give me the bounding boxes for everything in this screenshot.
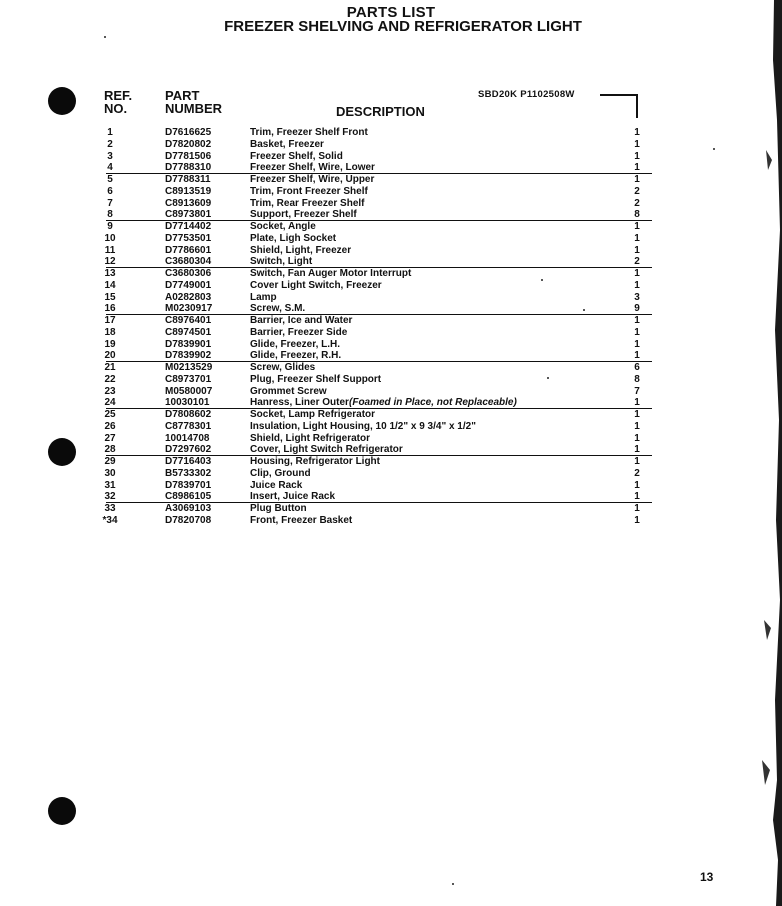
- part-number: D7808602: [165, 409, 212, 420]
- table-row: [0, 268, 782, 280]
- table-row: [0, 515, 782, 527]
- ref-number: 19: [104, 338, 116, 350]
- quantity: 2: [634, 185, 640, 197]
- quantity: 1: [634, 350, 640, 362]
- part-description: Barrier, Freezer Side: [250, 326, 348, 338]
- part-description: Freezer Shelf, Wire, Lower: [250, 162, 375, 174]
- scan-speck: [583, 309, 585, 311]
- scan-speck: [452, 883, 454, 885]
- part-description: Clip, Ground: [250, 467, 311, 479]
- quantity: 1: [634, 491, 640, 503]
- ref-number: 1: [107, 127, 113, 138]
- quantity: 1: [634, 174, 640, 185]
- part-description: Cover, Light Switch Refrigerator: [250, 444, 403, 456]
- part-number: C3680306: [165, 268, 212, 279]
- ref-number: 21: [104, 362, 116, 373]
- part-description: Housing, Refrigerator Light: [250, 456, 380, 467]
- binder-hole-bottom: [48, 797, 76, 825]
- ref-number: 13: [104, 268, 116, 279]
- part-number: D7786601: [165, 244, 212, 256]
- part-description: Plate, Ligh Socket: [250, 232, 337, 244]
- part-number: C8986105: [165, 491, 212, 503]
- table-row: [0, 221, 782, 233]
- quantity: 2: [634, 467, 640, 479]
- ref-number: 25: [104, 409, 116, 420]
- part-description: Juice Rack: [250, 479, 303, 491]
- model-label: SBD20K P1102508W: [478, 89, 575, 100]
- part-number: C3680304: [165, 256, 212, 268]
- quantity: 1: [634, 326, 640, 338]
- ref-header-line2: NO.: [104, 101, 128, 116]
- part-number: C8913609: [165, 197, 212, 209]
- part-number: A3069103: [165, 503, 212, 514]
- part-number: D7788311: [165, 174, 211, 185]
- part-header-line1: PART: [165, 88, 200, 103]
- quantity: 7: [634, 385, 640, 397]
- part-description: Switch, Light: [250, 256, 313, 268]
- part-description: Lamp: [250, 291, 277, 303]
- quantity: 1: [634, 432, 640, 444]
- table-row: [0, 292, 782, 304]
- table-row: [0, 468, 782, 480]
- ref-number: 4: [107, 162, 113, 174]
- part-description: Insulation, Light Housing, 10 1/2" x 9 3/4" x 1/2": [250, 420, 476, 432]
- part-number: D7839902: [165, 350, 212, 362]
- quantity: 9: [634, 303, 640, 315]
- quantity: 1: [634, 127, 640, 138]
- part-description: Plug Button: [250, 503, 307, 514]
- quantity: 1: [634, 315, 640, 326]
- part-number: D7839701: [165, 479, 212, 491]
- ref-number: 29: [104, 456, 116, 467]
- table-row: [0, 245, 782, 257]
- part-number: C8973801: [165, 209, 212, 221]
- table-row: [0, 480, 782, 492]
- part-number: M0580007: [165, 385, 213, 397]
- table-row: [0, 233, 782, 245]
- part-number: 10014708: [165, 432, 210, 444]
- quantity: 8: [634, 209, 640, 221]
- description-header: DESCRIPTION: [336, 104, 425, 119]
- ref-number: 11: [104, 244, 116, 256]
- part-description: Grommet Screw: [250, 385, 327, 397]
- part-number: D7616625: [165, 127, 212, 138]
- ref-number: 33: [104, 503, 116, 514]
- quantity: 1: [634, 444, 640, 456]
- ref-number: 27: [104, 432, 116, 444]
- table-row: [0, 174, 782, 186]
- part-number: D7753501: [165, 232, 212, 244]
- part-description: Basket, Freezer: [250, 138, 324, 150]
- ref-number: 18: [104, 326, 116, 338]
- part-description: Socket, Angle: [250, 221, 316, 232]
- quantity: 3: [634, 291, 640, 303]
- table-row: [0, 127, 782, 139]
- ref-number: *34: [102, 514, 118, 526]
- quantity: 1: [634, 456, 640, 467]
- table-row: [0, 139, 782, 151]
- title-line-1: PARTS LIST: [346, 4, 436, 21]
- model-bracket-horizontal: [600, 94, 638, 96]
- part-number: A0282803: [165, 291, 212, 303]
- ref-number: 16: [104, 303, 116, 315]
- page-number: 13: [700, 870, 714, 884]
- part-description: Trim, Front Freezer Shelf: [250, 185, 368, 197]
- quantity: 2: [634, 197, 640, 209]
- quantity: 1: [634, 268, 640, 279]
- quantity: 1: [634, 138, 640, 150]
- ref-number: 3: [107, 150, 113, 162]
- quantity: 1: [634, 150, 640, 162]
- ref-number: 26: [104, 420, 116, 432]
- part-description-note: (Foamed in Place, not Replaceable): [349, 397, 517, 409]
- part-number: D7714402: [165, 221, 212, 232]
- ref-number: 9: [107, 221, 113, 232]
- part-description: Glide, Freezer, R.H.: [250, 350, 342, 362]
- quantity: 1: [634, 514, 640, 526]
- table-row: [0, 374, 782, 386]
- ref-number: 32: [104, 491, 116, 503]
- ref-header: [104, 89, 132, 115]
- part-description: Barrier, Ice and Water: [250, 315, 353, 326]
- quantity: 1: [634, 162, 640, 174]
- scan-speck: [547, 377, 549, 379]
- part-number: D7716403: [165, 456, 212, 467]
- quantity: 8: [634, 373, 640, 385]
- table-row: [0, 280, 782, 292]
- table-row: [0, 151, 782, 163]
- table-row: [0, 315, 782, 327]
- table-row: [0, 362, 782, 374]
- part-number: D7781506: [165, 150, 212, 162]
- table-row: [0, 386, 782, 398]
- table-row: [0, 421, 782, 433]
- table-row: [0, 198, 782, 210]
- ref-number: 6: [107, 185, 113, 197]
- part-description: Screw, Glides: [250, 362, 316, 373]
- ref-number: 30: [104, 467, 116, 479]
- ref-number: 8: [107, 209, 113, 221]
- part-description: Socket, Lamp Refrigerator: [250, 409, 376, 420]
- ref-number: 2: [107, 138, 113, 150]
- ref-number: 31: [104, 479, 116, 491]
- ref-number: 14: [104, 279, 116, 291]
- part-number: D7749001: [165, 279, 212, 291]
- table-row: [0, 339, 782, 351]
- quantity: 1: [634, 221, 640, 232]
- part-header: [165, 89, 222, 115]
- part-description: Freezer Shelf, Wire, Upper: [250, 174, 375, 185]
- quantity: 1: [634, 397, 640, 409]
- table-row: [0, 409, 782, 421]
- part-number: C8974501: [165, 326, 212, 338]
- part-number: C8778301: [165, 420, 212, 432]
- part-description: Glide, Freezer, L.H.: [250, 338, 341, 350]
- title-line-2: FREEZER SHELVING AND REFRIGERATOR LIGHT: [224, 18, 582, 35]
- part-number: C8913519: [165, 185, 212, 197]
- ref-number: 10: [104, 232, 116, 244]
- binder-hole-top: [48, 87, 76, 115]
- part-number: D7839901: [165, 338, 212, 350]
- table-row: [0, 456, 782, 468]
- part-header-line2: NUMBER: [165, 101, 223, 116]
- ref-number: 7: [107, 197, 113, 209]
- part-description: Freezer Shelf, Solid: [250, 150, 343, 162]
- scan-edge-shadow: [756, 0, 782, 906]
- quantity: 1: [634, 420, 640, 432]
- part-description: Insert, Juice Rack: [250, 491, 336, 503]
- part-description: Trim, Freezer Shelf Front: [250, 127, 368, 138]
- part-number: D7297602: [165, 444, 212, 456]
- part-number: C8973701: [165, 373, 212, 385]
- part-description: Support, Freezer Shelf: [250, 209, 357, 221]
- ref-number: 5: [107, 174, 113, 185]
- quantity: 1: [634, 244, 640, 256]
- part-number: D7788310: [165, 162, 212, 174]
- quantity: 2: [634, 256, 640, 268]
- part-number: D7820802: [165, 138, 212, 150]
- ref-number: 12: [104, 256, 116, 268]
- table-row: [0, 327, 782, 339]
- table-row: [0, 503, 782, 515]
- ref-number: 15: [104, 291, 116, 303]
- part-description: Trim, Rear Freezer Shelf: [250, 197, 365, 209]
- ref-header-line1: REF.: [104, 88, 133, 103]
- quantity: 1: [634, 279, 640, 291]
- ref-number: 22: [104, 373, 116, 385]
- part-number: D7820708: [165, 514, 212, 526]
- quantity: 1: [634, 232, 640, 244]
- ref-number: 23: [104, 385, 116, 397]
- part-description: Hanress, Liner Outer: [250, 397, 349, 409]
- scan-speck: [104, 36, 106, 38]
- part-number: M0230917: [165, 303, 213, 315]
- part-description: Shield, Light, Freezer: [250, 244, 352, 256]
- part-number: C8976401: [165, 315, 212, 326]
- scan-speck: [541, 279, 543, 281]
- ref-number: 20: [104, 350, 116, 362]
- quantity: 1: [634, 338, 640, 350]
- quantity: 1: [634, 409, 640, 420]
- part-description: Front, Freezer Basket: [250, 514, 353, 526]
- ref-number: 24: [104, 397, 116, 409]
- part-number: B5733302: [165, 467, 212, 479]
- quantity: 6: [634, 362, 640, 373]
- part-description: Switch, Fan Auger Motor Interrupt: [250, 268, 412, 279]
- ref-number: 28: [104, 444, 116, 456]
- part-description: Cover Light Switch, Freezer: [250, 279, 382, 291]
- scan-speck: [713, 148, 715, 150]
- part-number: 10030101: [165, 397, 210, 409]
- table-row: [0, 433, 782, 445]
- quantity: 1: [634, 503, 640, 514]
- part-description: Screw, S.M.: [250, 303, 306, 315]
- table-row: [0, 186, 782, 198]
- part-number: M0213529: [165, 362, 213, 373]
- quantity: 1: [634, 479, 640, 491]
- part-description: Shield, Light Refrigerator: [250, 432, 371, 444]
- model-bracket-vertical: [636, 94, 638, 118]
- part-description: Plug, Freezer Shelf Support: [250, 373, 382, 385]
- ref-number: 17: [104, 315, 116, 326]
